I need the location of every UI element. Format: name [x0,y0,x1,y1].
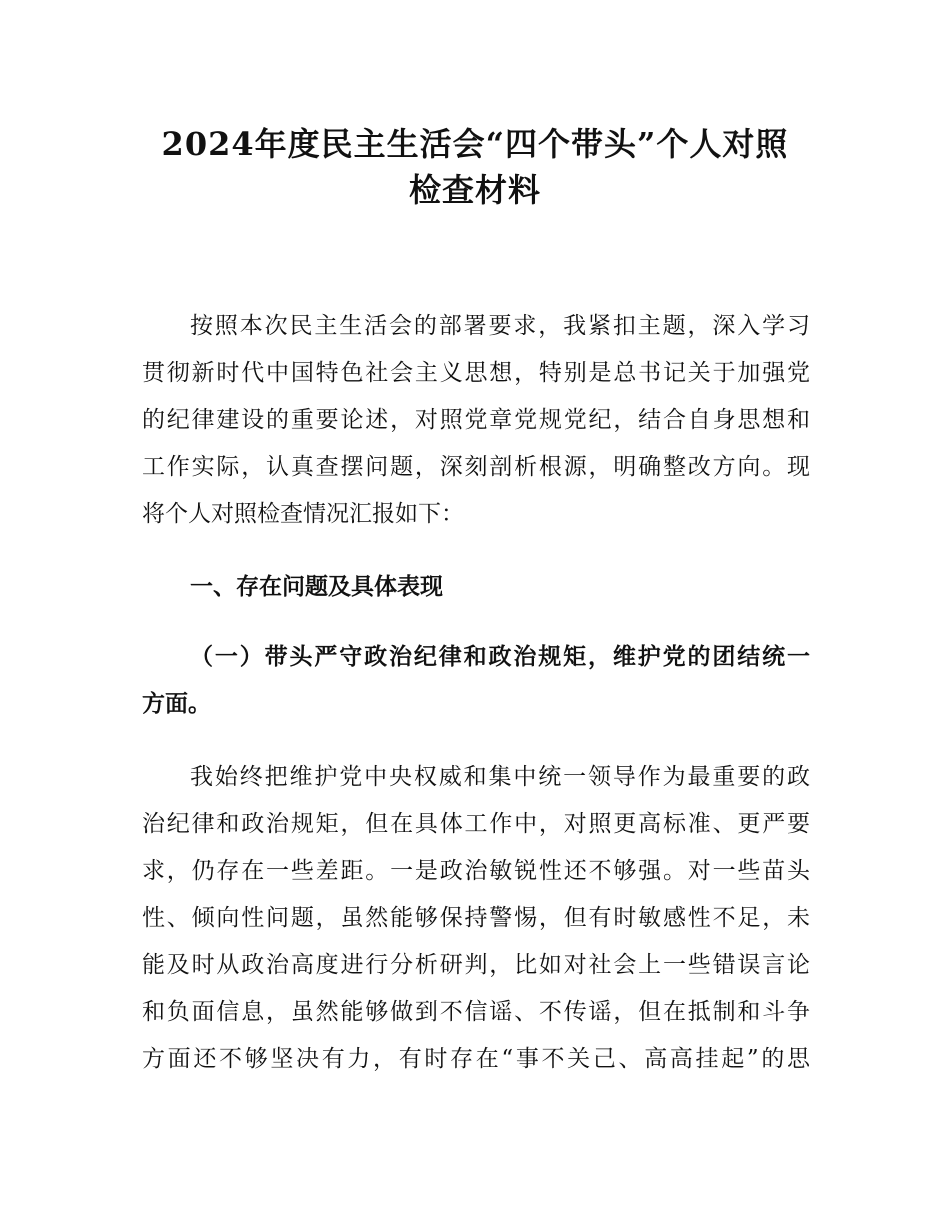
body-paragraph-line: 方面还不够坚决有力，有时存在“事不关己、高高挂起”的思 [142,1046,810,1072]
document-title-line-2: 检查材料 [408,171,541,209]
section-heading: 一、存在问题及具体表现 [190,573,443,600]
body-paragraph-line: 和负面信息，虽然能够做到不信谣、不传谣，但在抵制和斗争 [142,999,810,1025]
body-paragraph-line: 求，仍存在一些差距。一是政治敏锐性还不够强。对一些苗头 [142,858,810,884]
subsection-heading-line: 方面。 [142,690,211,717]
intro-paragraph-line: 工作实际，认真查摆问题，深刻剖析根源，明确整改方向。现 [142,454,810,480]
subsection-heading-line: （一）带头严守政治纪律和政治规矩，维护党的团结统一 [190,643,810,670]
body-paragraph-line: 我始终把维护党中央权威和集中统一领导作为最重要的政 [190,764,810,790]
body-paragraph-line: 能及时从政治高度进行分析研判，比如对社会上一些错误言论 [142,952,810,978]
intro-paragraph-line: 的纪律建设的重要论述，对照党章党规党纪，结合自身思想和 [142,407,810,433]
document-title-line-1: 2024年度民主生活会“四个带头”个人对照 [161,125,789,163]
intro-paragraph-line: 将个人对照检查情况汇报如下： [142,501,464,527]
intro-paragraph-line: 贯彻新时代中国特色社会主义思想，特别是总书记关于加强党 [142,360,810,386]
body-paragraph-line: 性、倾向性问题，虽然能够保持警惕，但有时敏感性不足，未 [142,905,810,931]
intro-paragraph-line: 按照本次民主生活会的部署要求，我紧扣主题，深入学习 [190,313,810,339]
body-paragraph-line: 治纪律和政治规矩，但在具体工作中，对照更高标准、更严要 [142,811,810,837]
